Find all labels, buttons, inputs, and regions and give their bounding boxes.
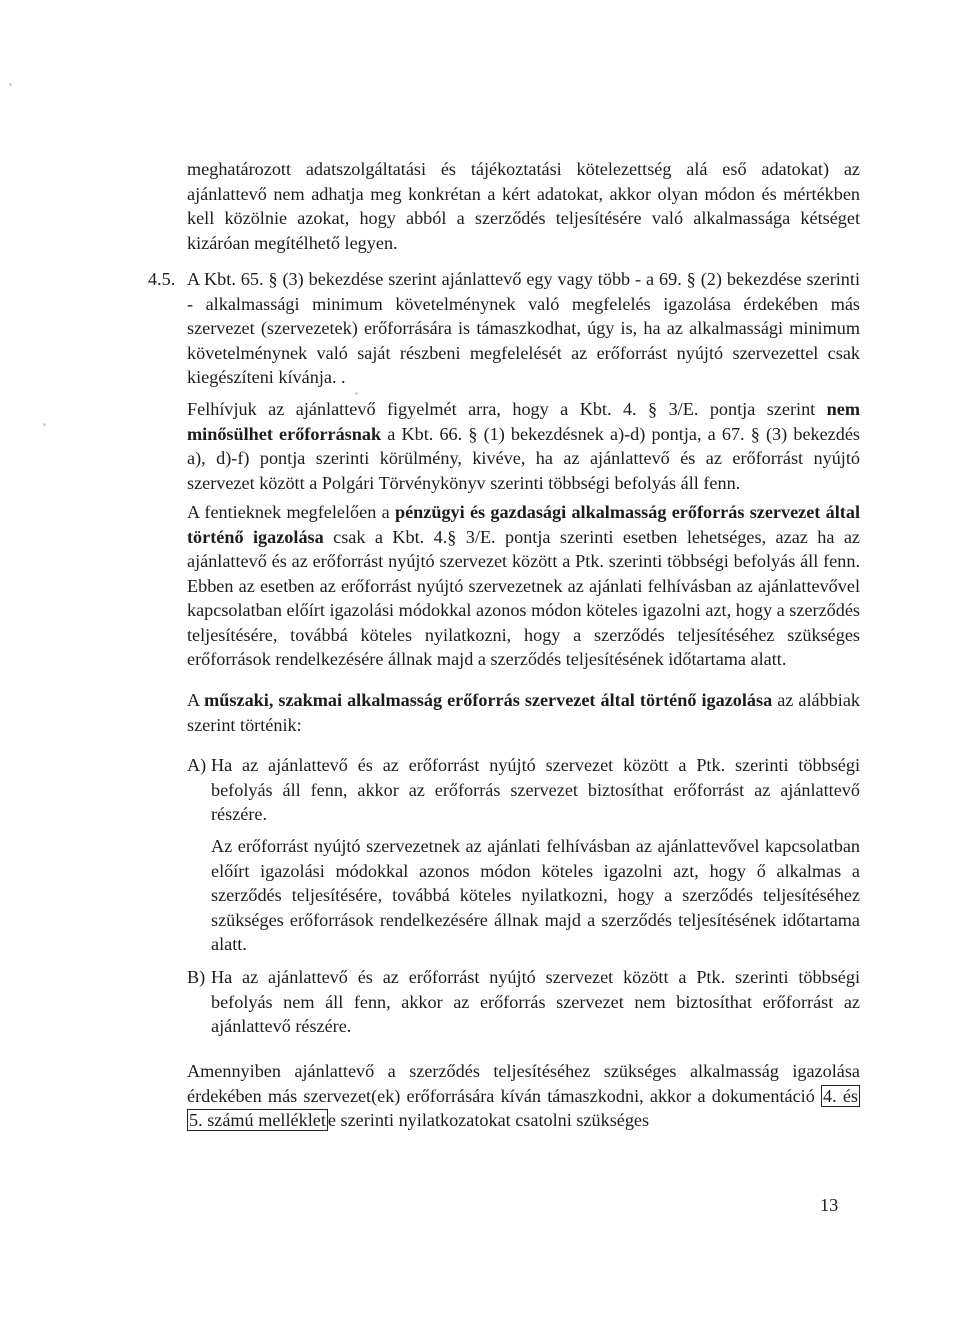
paragraph-section-4-5-text: A Kbt. 65. § (3) bekezdése szerint ajánlattevő egy vagy több - a 69. § (2) bekezdése szerinti - alkalmassági minimum követelménynek való megfelelés igazolása érdekében más szervezet (szervezetek) erőforrására is támaszkodhat, úgy is, ha az alkalmassági minimum követelménynek való saját részbeni megfelelését az erőforrást nyújtó szervezettel csak kiegészíteni kívánja. . [187, 269, 860, 387]
felhivjuk-text-1: Felhívjuk az ajánlattevő figyelmét arra, hogy a Kbt. 4. § 3/E. pontja szerint [187, 399, 827, 419]
muszaki-text-2: az alábbiak szerint történik: [187, 690, 860, 735]
fentieknek-bold: pénzügyi és gazdasági alkalmasság erőforrás szervezet által történő igazolása [187, 502, 860, 547]
page-number-text: 13 [820, 1195, 839, 1215]
list-item-b-text: Ha az ajánlattevő és az erőforrást nyújtó szervezet között a Ptk. szerinti többségi befolyás nem áll fenn, akkor az erőforrás szervezet nem biztosíthat erőforrást az ajánlattevő részére. [211, 967, 860, 1036]
fentieknek-text-2: csak a Kbt. 4.§ 3/E. pontja szerinti esetben lehetséges, azaz ha az ajánlattevő és az erőforrást nyújtó szervezet között a Ptk. szerinti többségi befolyás áll fenn. Ebben az esetben az erőforrást nyújtó szervezetnek az ajánlati felhívásban az ajánlattevővel kapcsolatban előírt igazolási módokkal azonos módon köteles igazolni azt, hogy a szerződés teljesítésére, továbbá köteles nyilatkozni, hogy a szerződés teljesítéséhez szükséges erőforrások rendelkezésére állnak majd a szerződés teljesítésének időtartama alatt. [187, 526, 860, 669]
paragraph-continuation [187, 157, 860, 255]
fentieknek-text-1: A fentieknek megfelelően a [187, 502, 395, 522]
paragraph-section-4-5 [187, 267, 860, 390]
felhivjuk-bold: nem minősülhet erőforrásnak [187, 399, 860, 444]
paragraph-amennyiben [187, 1059, 860, 1133]
paragraph-continuation-text: meghatározott adatszolgáltatási és tájékoztatási kötelezettség alá eső adatokat) az ajánlattevő nem adhatja meg konkrétan a kért adatokat, akkor olyan módon és mértékben kell közölnie azokat, hogy abból a szerződés teljesítésére való alkalmassága kétséget kizáróan megítélhető legyen. [187, 159, 860, 253]
scan-speck [355, 392, 358, 395]
list-item-a-subparagraph [211, 834, 860, 957]
list-marker-b [187, 965, 205, 990]
amennyiben-text-2: e szerinti nyilatkozatokat csatolni szükséges [327, 1110, 650, 1130]
list-item-b [211, 965, 860, 1039]
scan-speck [9, 83, 12, 86]
list-marker-a-text: A) [187, 755, 207, 775]
muszaki-text-1: A [187, 690, 205, 710]
annex-reference-box-2: 5. számú melléklet [189, 1110, 326, 1130]
paragraph-muszaki [187, 688, 860, 737]
list-item-a-text: Ha az ajánlattevő és az erőforrást nyújtó szervezet között a Ptk. szerinti többségi befolyás áll fenn, akkor az erőforrás szervezet biztosíthat erőforrást az ajánlattevő részére. [211, 755, 860, 824]
page-number [820, 1193, 838, 1218]
paragraph-fentieknek [187, 500, 860, 672]
list-marker-b-text: B) [187, 967, 206, 987]
amennyiben-text-1: Amennyiben ajánlattevő a szerződés teljesítéséhez szükséges alkalmasság igazolása érdekében más szervezet(ek) erőforrására kíván támaszkodni, akkor a dokumentáció [187, 1061, 860, 1106]
list-marker-a [187, 753, 206, 778]
paragraph-felhivjuk [187, 397, 860, 495]
felhivjuk-text-2: a Kbt. 66. § (1) bekezdésnek a)-d) pontja, a 67. § (3) bekezdés a), d)-f) pontja szerinti körülmény, kivéve, ha az ajánlattevő és az erőforrást nyújtó szervezet között a Polgári Törvénykönyv szerinti többségi befolyás áll fenn. [187, 423, 860, 493]
section-number [148, 267, 175, 292]
list-item-a-subparagraph-text: Az erőforrást nyújtó szervezetnek az ajánlati felhívásban az ajánlattevővel kapcsolatban előírt igazolási módokkal azonos módon köteles igazolni azt, hogy ő alkalmas a szerződés teljesítésére, továbbá köteles nyilatkozni, hogy a szerződés teljesítéséhez szükséges erőforrások rendelkezésére állnak majd a szerződés teljesítésének időtartama alatt. [211, 836, 860, 954]
section-number-text: 4.5. [148, 269, 176, 289]
muszaki-bold: műszaki, szakmai alkalmasság erőforrás szervezet által történő igazolása [204, 690, 773, 710]
annex-reference-box-1: 4. és [823, 1085, 858, 1106]
scan-speck [43, 423, 46, 426]
list-item-a [211, 753, 860, 827]
